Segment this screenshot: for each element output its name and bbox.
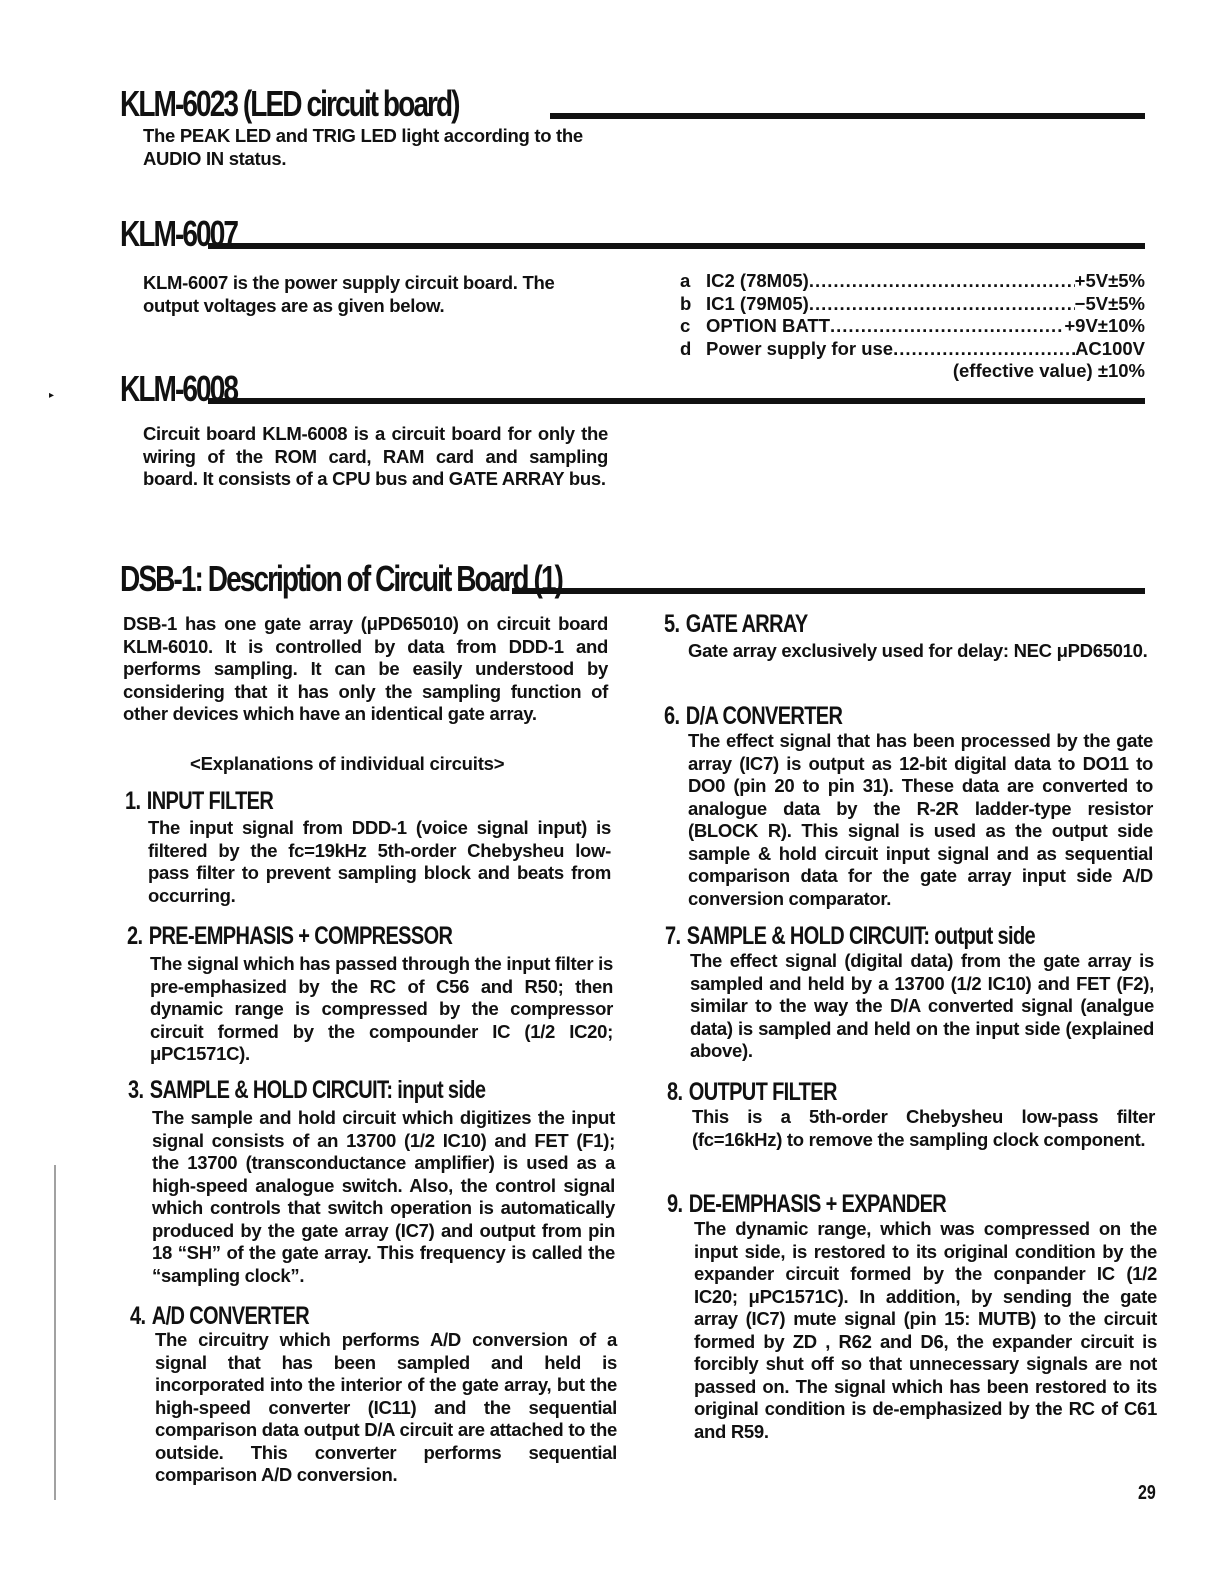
spec-letter: a bbox=[680, 270, 691, 291]
klm6007-body: KLM-6007 is the power supply circuit board. The output voltages are as given below. bbox=[143, 272, 555, 316]
item-2-body: The signal which has passed through the input filter is pre-emphasized by the RC of C56 and R50; then dynamic range is compressed by the compressor circuit formed by the compounder IC (1/2 IC20; μPC1571C). bbox=[150, 953, 613, 1064]
spec-row bbox=[680, 270, 1145, 293]
klm6007-heading bbox=[120, 208, 1145, 252]
heading-rule bbox=[208, 243, 1145, 249]
item-9-heading: 9. DE-EMPHASIS + EXPANDER bbox=[667, 1190, 947, 1218]
heading-rule bbox=[512, 588, 1145, 594]
leader-dots bbox=[809, 270, 1075, 293]
spec-label: IC1 (79M05) bbox=[706, 292, 809, 314]
item-4-body: The circuitry which performs A/D conversion of a signal that has been sampled and held is incorporated into the interior of the gate array, but the high-speed converter (IC11) and the sequential comparison data output D/A circuit are attached to the outside. This converter performs sequential comparison A/D conversion. bbox=[155, 1329, 617, 1485]
spec-value: AC100V bbox=[1075, 337, 1145, 359]
item-6-heading: 6. D/A CONVERTER bbox=[664, 702, 843, 730]
spec-row bbox=[680, 338, 1145, 361]
explanations-heading: <Explanations of individual circuits> bbox=[190, 753, 505, 774]
item-5-body: Gate array exclusively used for delay: NEC μPD65010. bbox=[688, 640, 1148, 661]
klm6007-title: KLM-6007 bbox=[120, 213, 238, 254]
margin-mark: ▸ bbox=[49, 390, 55, 401]
klm6023-body: The PEAK LED and TRIG LED light according to the AUDIO IN status. bbox=[143, 125, 583, 169]
klm6023-heading bbox=[120, 78, 1145, 122]
klm6008-heading bbox=[120, 363, 1145, 407]
scan-edge-line bbox=[54, 1165, 56, 1500]
item-6-body: The effect signal that has been processed by the gate array (IC7) is output as 12-bit digital data to DO11 to DO0 (pin 20 to pin 31). These data are converted to analogue data by the R-2R ladder-type resistor (BLOCK R). This signal is used as the output side sample & hold circuit input signal and as sequential comparison data for the gate array input side A/D conversion comparator. bbox=[688, 730, 1153, 909]
item-9-body: The dynamic range, which was compressed on the input side, is restored to its original condition by the expander circuit formed by the conpander IC (1/2 IC20; μPC1571C). In addition, by sending the gate array (IC7) mute signal (pin 15: MUTB) to the circuit formed by ZD , R62 and D6, the expander circuit is forcibly shut off so that unnecessary signals are not passed on. The signal which has been restored to its original condition is de-emphasized by the RC of C61 and R59. bbox=[694, 1218, 1157, 1442]
spec-label: Power supply for use bbox=[706, 337, 894, 359]
leader-dots bbox=[893, 338, 1075, 361]
klm6023-title: KLM-6023 (LED circuit board) bbox=[120, 83, 459, 124]
item-1-body: The input signal from DDD-1 (voice signal input) is filtered by the fc=19kHz 5th-order Chebysheu low-pass filter to prevent sampling block and beats from occurring. bbox=[148, 817, 611, 906]
dsb1-heading bbox=[120, 553, 1145, 597]
spec-value: +9V±10% bbox=[1064, 315, 1145, 336]
item-1-heading: 1. INPUT FILTER bbox=[125, 787, 274, 815]
spec-letter: d bbox=[680, 337, 692, 359]
item-8-heading: 8. OUTPUT FILTER bbox=[667, 1078, 837, 1106]
dsb1-intro: DSB-1 has one gate array (μPD65010) on circuit board KLM-6010. It is controlled by data from DDD-1 and performs sampling. It can be easily understood by considering that it has only the sampling function of other devices which have an identical gate array. bbox=[123, 613, 608, 724]
spec-row bbox=[680, 315, 1145, 338]
item-3-body: The sample and hold circuit which digitizes the input signal consists of an 13700 (1/2 IC10) and FET (F1); the 13700 (transconductance amplifier) is used as a high-speed analogue switch. Also, the control signal which controls that switch operation is automatically produced by the gate array (IC7) and output from pin 18 “SH” of the gate array. This frequency is called the “sampling clock”. bbox=[152, 1107, 615, 1286]
page-number: 29 bbox=[1138, 1482, 1156, 1504]
klm6008-title: KLM-6008 bbox=[120, 368, 238, 409]
spec-label: IC2 (78M05) bbox=[706, 270, 809, 291]
klm6008-body: Circuit board KLM-6008 is a circuit board for only the wiring of the ROM card, RAM card and sampling board. It consists of a CPU bus and GATE ARRAY bus. bbox=[143, 423, 608, 489]
item-2-heading: 2. PRE-EMPHASIS + COMPRESSOR bbox=[127, 922, 453, 950]
item-7-heading: 7. SAMPLE & HOLD CIRCUIT: output side bbox=[665, 922, 1036, 950]
spec-row bbox=[680, 293, 1145, 316]
item-4-heading: 4. A/D CONVERTER bbox=[130, 1302, 310, 1330]
spec-label: OPTION BATT bbox=[706, 315, 831, 336]
spec-value: −5V±5% bbox=[1074, 292, 1145, 314]
item-8-body: This is a 5th-order Chebysheu low-pass filter (fc=16kHz) to remove the sampling clock component. bbox=[692, 1106, 1155, 1150]
heading-rule bbox=[208, 398, 1145, 404]
spec-letter: b bbox=[680, 292, 692, 314]
spec-value: +5V±5% bbox=[1074, 270, 1145, 291]
item-5-heading: 5. GATE ARRAY bbox=[664, 610, 808, 638]
spec-note: (effective value) ±10% bbox=[952, 360, 1145, 381]
leader-dots bbox=[830, 315, 1064, 338]
dsb1-title: DSB-1: Description of Circuit Board (1) bbox=[120, 558, 562, 599]
spec-letter: c bbox=[680, 315, 691, 336]
leader-dots bbox=[809, 293, 1075, 316]
item-7-body: The effect signal (digital data) from the gate array is sampled and held by a 13700 (1/2 IC10) and FET (F2), similar to the way the D/A converted signal (analgue data) is sampled and held on the input side (explained above). bbox=[690, 950, 1154, 1061]
heading-rule bbox=[550, 113, 1145, 119]
item-3-heading: 3. SAMPLE & HOLD CIRCUIT: input side bbox=[128, 1076, 486, 1104]
